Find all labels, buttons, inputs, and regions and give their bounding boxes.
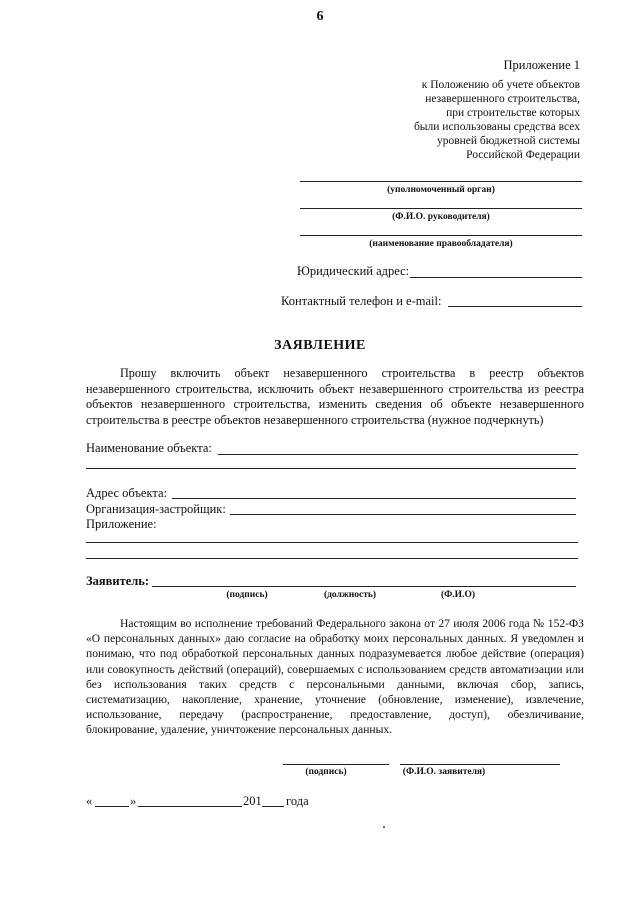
applicant-label: Заявитель: xyxy=(86,574,150,588)
legal-address-label: Юридический адрес: xyxy=(297,264,410,278)
authorized-body-caption: (уполномоченный орган) xyxy=(387,185,495,195)
request-paragraph: Прошу включить объект незавершенного строительства в реестр объектов незавершенного строительства, исключить объект незавершенного строительства из реестра объектов незавершенного строительства, изменить сведения об объекте незавершенного строительства в реестре объектов незавершенного строительства (нужное подчеркнуть) xyxy=(86,366,584,427)
head-name-caption: (Ф.И.О. руководителя) xyxy=(392,212,490,222)
object-address-line[interactable] xyxy=(172,498,576,499)
appendix-title: Приложение 1 xyxy=(503,58,580,72)
date-close-quote: » xyxy=(130,794,137,808)
object-name-label: Наименование объекта: xyxy=(86,441,212,455)
legal-address-line[interactable] xyxy=(410,277,582,278)
contacts-line[interactable] xyxy=(448,306,582,307)
date-year-prefix: 201 xyxy=(243,794,262,808)
consent-paragraph: Настоящим во исполнение требований Федерального закона от 27 июля 2006 года № 152-ФЗ «О персональных данных» даю согласие на обработку моих персональных данных. Я уведомлен и понимаю, что под обработкой персональных данных подразумевается любое действие (операция) или совокупность действий (операций), совершаемых с использованием средств автоматизации или без использования таких средств с персональными данными, включая сбор, запись, систематизацию, накопление, хранение, уточнение (обновление, изменение), извлечение, использование, передачу (распространение, предоставление, доступ), обезличивание, блокирование, удаление, уничтожение персональных данных. xyxy=(86,617,584,737)
document-title: ЗАЯВЛЕНИЕ xyxy=(274,338,366,353)
object-name-line-2[interactable] xyxy=(86,468,576,469)
right-holder-line[interactable] xyxy=(300,235,582,236)
consent-name-line[interactable] xyxy=(400,764,560,765)
contacts-label: Контактный телефон и e-mail: xyxy=(281,294,442,308)
appendix-line: к Положению об учете объектов xyxy=(421,79,580,91)
developer-label: Организация-застройщик: xyxy=(86,502,226,516)
consent-signature-line[interactable] xyxy=(283,764,389,765)
object-name-line[interactable] xyxy=(218,454,578,455)
attachment-line-1[interactable] xyxy=(86,542,578,543)
applicant-position-caption: (должность) xyxy=(323,590,377,600)
applicant-line[interactable] xyxy=(152,586,576,587)
scan-speck xyxy=(383,826,385,828)
object-address-label: Адрес объекта: xyxy=(86,486,168,500)
appendix-line: Российской Федерации xyxy=(466,149,580,161)
right-holder-caption: (наименование правообладателя) xyxy=(369,239,513,249)
date-day-line[interactable] xyxy=(95,806,129,807)
attachment-line-2[interactable] xyxy=(86,558,578,559)
applicant-name-caption: (Ф.И.О) xyxy=(440,590,475,600)
date-year-suffix: года xyxy=(286,794,309,808)
date-month-line[interactable] xyxy=(138,806,242,807)
developer-line[interactable] xyxy=(230,514,576,515)
consent-name-caption: (Ф.И.О. заявителя) xyxy=(402,767,486,777)
head-name-line[interactable] xyxy=(300,208,582,209)
appendix-line: уровней бюджетной системы xyxy=(436,135,580,147)
appendix-line: при строительстве которых xyxy=(446,107,580,119)
page-number: 6 xyxy=(316,9,324,24)
appendix-line: незавершенного строительства, xyxy=(425,93,580,105)
appendix-line: были использованы средства всех xyxy=(413,121,580,133)
applicant-signature-caption: (подпись) xyxy=(226,590,268,600)
authorized-body-line[interactable] xyxy=(300,181,582,182)
attachment-label: Приложение: xyxy=(86,517,157,531)
date-year-line[interactable] xyxy=(262,806,284,807)
appendix-block xyxy=(280,58,580,162)
consent-signature-caption: (подпись) xyxy=(305,767,347,777)
date-open-quote: « xyxy=(86,794,93,808)
